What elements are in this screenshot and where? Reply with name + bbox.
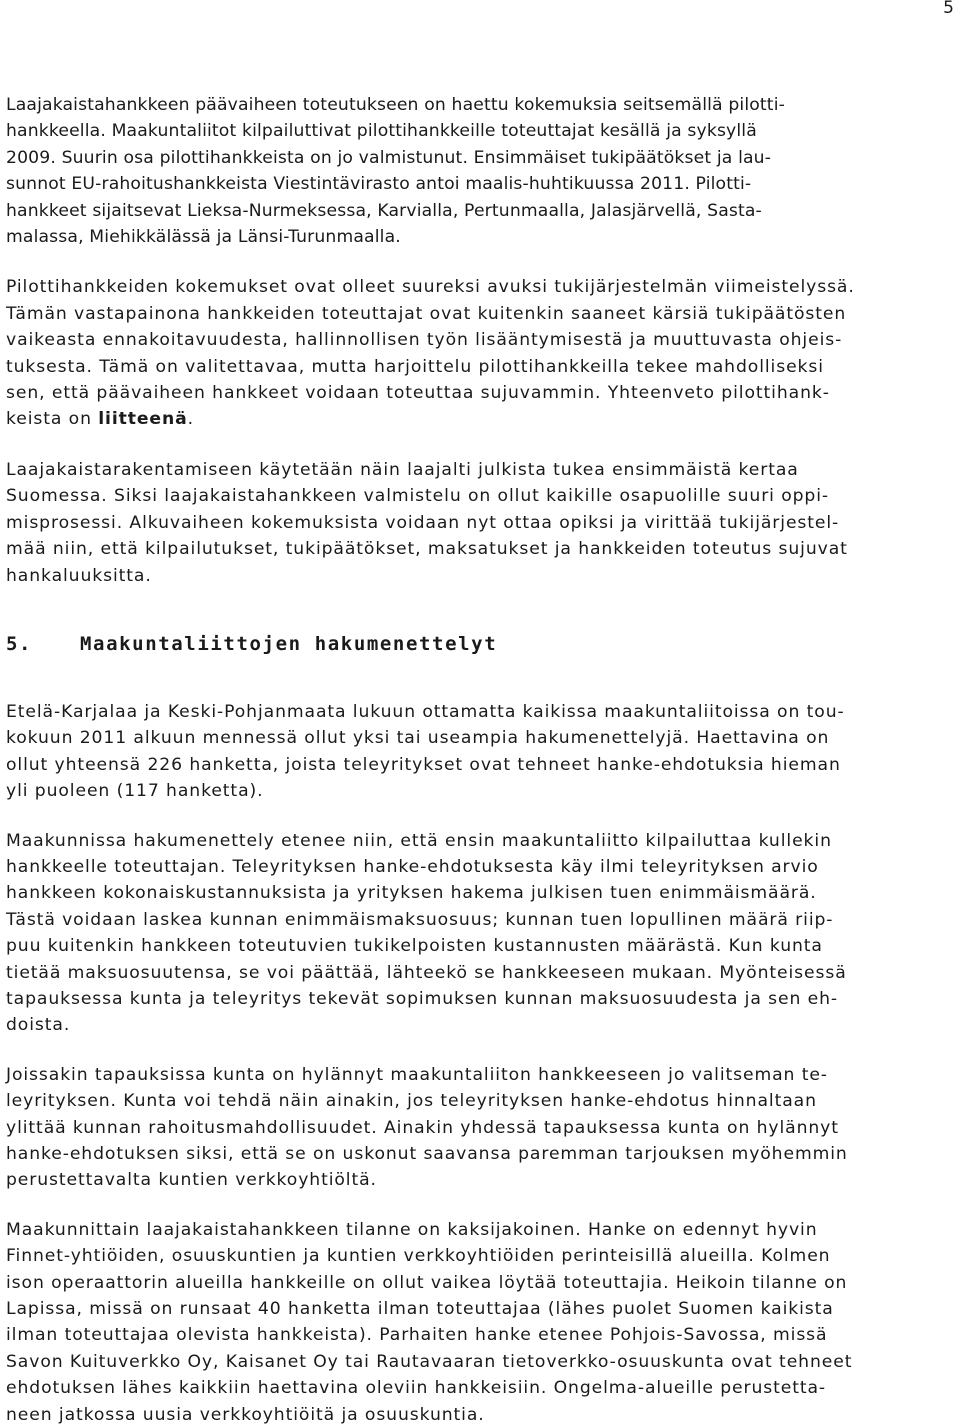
text-line: perustettavalta kuntien verkkoyhtiöltä.	[6, 1170, 377, 1191]
text-line: hankkeella. Maakuntaliitot kilpailuttivat pilottihankkeille toteuttajat kesällä ja syksyllä	[6, 121, 757, 142]
text-line: tapauksessa kunta ja teleyritys tekevät sopimuksen kunnan maksuosuudesta ja sen eh-	[6, 988, 839, 1009]
text-line: tietää maksuosuutensa, se voi päättää, lähteekö se hankkeeseen mukaan. Myönteisessä	[6, 962, 847, 983]
section-number: 5.	[6, 632, 33, 655]
text-line: leyrityksen. Kunta voi tehdä näin ainakin, jos teleyrityksen hanke-ehdotus hinnaltaan	[6, 1091, 817, 1112]
text-line: tuksesta. Tämä on valitettavaa, mutta harjoittelu pilottihankkeilla tekee mahdolliseksi	[6, 356, 824, 377]
text-line: Maakunnittain laajakaistahankkeen tilanne on kaksijakoinen. Hanke on edennyt hyvin	[6, 1219, 818, 1240]
appendix-reference: liitteenä	[98, 409, 188, 430]
text-line: yli puoleen (117 hanketta).	[6, 781, 264, 802]
text-line: hankkeelle toteuttajan. Teleyrityksen hanke-ehdotuksesta käy ilmi teleyrityksen arvio	[6, 856, 819, 877]
text-line: neen jatkossa uusia verkkoyhtiöitä ja osuuskuntia.	[6, 1404, 485, 1425]
text-fragment: .	[187, 409, 194, 430]
text-line: Maakunnissa hakumenettely etenee niin, että ensin maakuntaliitto kilpailuttaa kullekin	[6, 830, 832, 851]
text-line: ison operaattorin alueilla hankkeille on ollut vaikea löytää toteuttajia. Heikoin tilanne on	[6, 1272, 848, 1293]
page-number: 5	[943, 0, 954, 18]
text-line: sunnot EU-rahoitushankkeista Viestintävirasto antoi maalis-huhtikuussa 2011. Pilotti-	[6, 174, 752, 195]
text-line: misprosessi. Alkuvaiheen kokemuksista voidaan nyt ottaa opiksi ja virittää tukijärjestel-	[6, 512, 840, 533]
text-line: mää niin, että kilpailutukset, tukipäätökset, maksatukset ja hankkeiden toteutus sujuvat	[6, 539, 848, 560]
paragraph-pilot-projects	[6, 92, 952, 250]
section-title: Maakuntaliittojen hakumenettelyt	[80, 632, 498, 655]
text-line: Finnet-yhtiöiden, osuuskuntien ja kuntien verkkoyhtiöiden perinteisillä alueilla. Kolmen	[6, 1246, 831, 1267]
text-line: sen, että päävaiheen hankkeet voidaan toteuttaa sujuvammin. Yhteenveto pilottihank-	[6, 383, 830, 404]
text-line: puu kuitenkin hankkeen toteutuvien tukikelpoisten kustannusten määrästä. Kun kunta	[6, 936, 823, 957]
text-line: hanke-ehdotuksen siksi, että se on uskonut saavansa paremman tarjouksen myöhemmin	[6, 1144, 848, 1164]
text-line: kokuun 2011 alkuun mennessä ollut yksi tai useampia hakumenettelyjä. Haettavina on	[6, 728, 830, 749]
text-line: malassa, Miehikkälässä ja Länsi-Turunmaalla.	[6, 227, 401, 248]
text-line: Laajakaistarakentamiseen käytetään näin laajalti julkista tukea ensimmäistä kertaa	[6, 459, 799, 480]
document-body	[6, 92, 952, 1428]
text-line: hankkeen kokonaiskustannuksista ja yrityksen hakema julkisen tuen enimmäismäärä.	[6, 883, 817, 904]
text-line: ylittää kunnan rahoitusmahdollisuudet. Ainakin yhdessä tapauksessa kunta on hylännyt	[6, 1117, 839, 1138]
paragraph-application-rounds	[6, 699, 952, 805]
text-line: Tästä voidaan laskea kunnan enimmäismaksuosuus; kunnan tuen lopullinen määrä riip-	[6, 909, 834, 930]
text-line: Lapissa, missä on runsaat 40 hanketta ilman toteuttajaa (lähes puolet Suomen kaikista	[6, 1299, 834, 1320]
paragraph-pilot-experiences	[6, 274, 952, 432]
text-line: hankkeet sijaitsevat Lieksa-Nurmeksessa, Karvialla, Pertunmaalla, Jalasjärvellä, Sasta-	[6, 200, 762, 221]
text-line: Savon Kuituverkko Oy, Kaisanet Oy tai Rautavaaran tietoverkko-osuuskunta ovat tehneet	[6, 1351, 853, 1372]
text-line: Suomessa. Siksi laajakaistahankkeen valmistelu on ollut kaikille osapuolille suuri oppi-	[6, 486, 830, 507]
text-line: 2009. Suurin osa pilottihankkeista on jo valmistunut. Ensimmäiset tukipäätökset ja lau-	[6, 147, 772, 168]
text-line: doista.	[6, 1015, 71, 1036]
paragraph-rejections	[6, 1062, 952, 1194]
paragraph-regional-status	[6, 1217, 952, 1428]
text-line: ollut yhteensä 226 hanketta, joista teleyritykset ovat tehneet hanke-ehdotuksia hieman	[6, 754, 841, 775]
text-line	[6, 406, 952, 432]
text-line: Laajakaistahankkeen päävaiheen toteutukseen on haettu kokemuksia seitsemällä pilotti-	[6, 95, 785, 115]
text-line: Etelä-Karjalaa ja Keski-Pohjanmaata lukuun ottamatta kaikissa maakuntaliitoissa on tou-	[6, 701, 845, 722]
text-line: Tämän vastapainona hankkeiden toteuttajat ovat kuitenkin saaneet kärsiä tukipäätösten	[6, 303, 847, 324]
text-line: hankaluuksitta.	[6, 565, 152, 586]
paragraph-public-support	[6, 457, 952, 589]
text-line: ilman toteuttajaa olevista hankkeista). Parhaiten hanke etenee Pohjois-Savossa, missä	[6, 1325, 828, 1346]
text-line: vaikeasta ennakoitavuudesta, hallinnollisen työn lisääntymisestä ja muuttuvasta ohjeis-	[6, 330, 843, 351]
text-fragment: keista on	[6, 409, 99, 430]
text-line: Joissakin tapauksissa kunta on hylännyt maakuntaliiton hankkeeseen jo valitseman te-	[6, 1064, 828, 1085]
section-heading	[6, 631, 952, 657]
text-line: ehdotuksen lähes kaikkiin haettavina oleviin hankkeisiin. Ongelma-alueille perustetta-	[6, 1378, 827, 1399]
text-line: Pilottihankkeiden kokemukset ovat olleet suureksi avuksi tukijärjestelmän viimeistelyssä.	[6, 277, 855, 298]
paragraph-procedure	[6, 828, 952, 1039]
